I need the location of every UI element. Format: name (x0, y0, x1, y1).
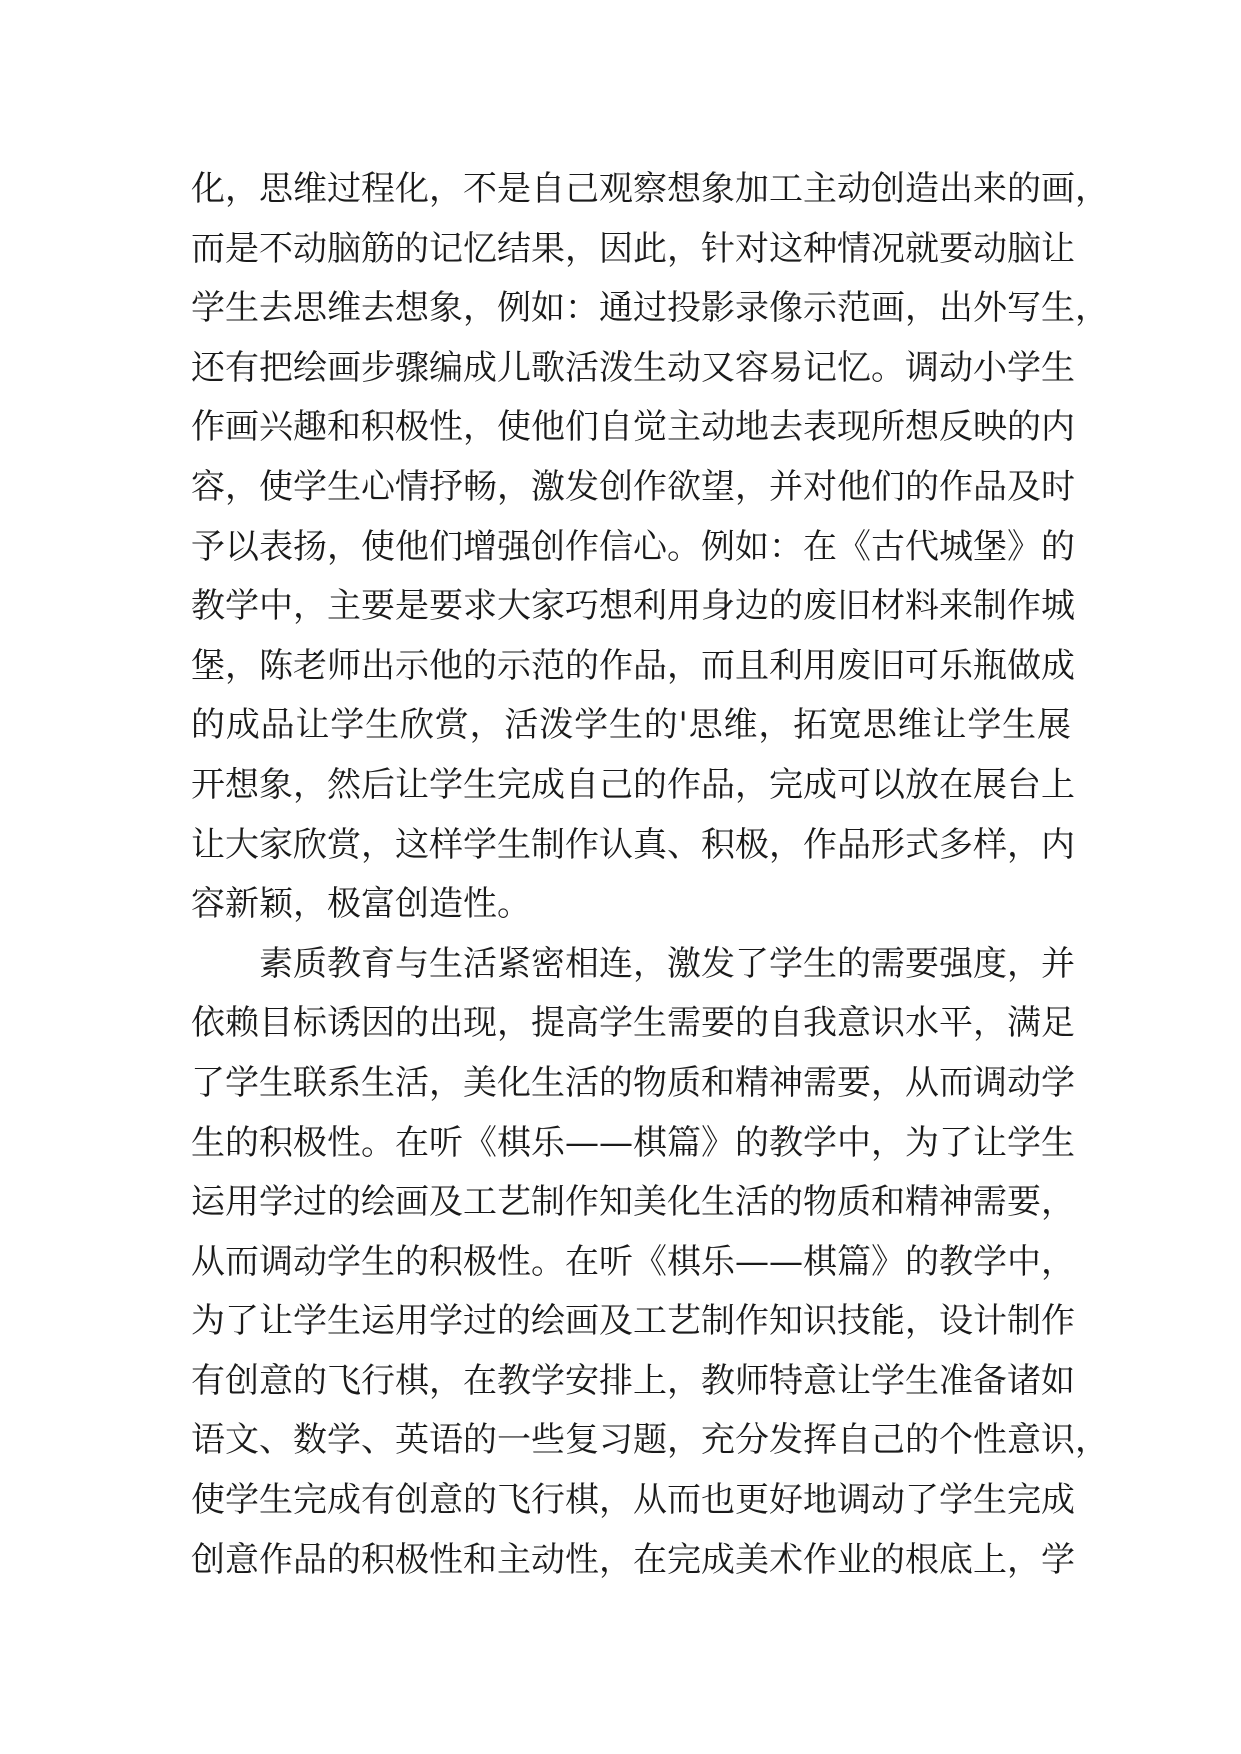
paragraph-start-line: 素质教育与生活紧密相连，激发了学生的需要强度，并 (259, 943, 1075, 984)
text-line: 堡，陈老师出示他的示范的作品，而且利用废旧可乐瓶做成 (191, 645, 1075, 686)
text-line: 从而调动学生的积极性。在听《棋乐——棋篇》的教学中， (191, 1241, 1075, 1282)
text-line: 教学中，主要是要求大家巧想利用身边的废旧材料来制作城 (191, 586, 1075, 627)
body-text (191, 160, 1109, 1590)
text-line: 学生去思维去想象，例如：通过投影录像示范画，出外写生， (191, 288, 1109, 329)
text-line: 作画兴趣和积极性，使他们自觉主动地去表现所想反映的内 (191, 407, 1075, 448)
text-line: 开想象，然后让学生完成自己的作品，完成可以放在展台上 (191, 764, 1075, 805)
text-line: 还有把绘画步骤编成儿歌活泼生动又容易记忆。调动小学生 (191, 347, 1075, 388)
text-line: 容，使学生心情抒畅，激发创作欲望，并对他们的作品及时 (191, 466, 1075, 507)
text-line: 让大家欣赏，这样学生制作认真、积极，作品形式多样，内 (191, 824, 1075, 865)
text-line: 运用学过的绘画及工艺制作知美化生活的物质和精神需要， (191, 1182, 1075, 1223)
text-line: 生的积极性。在听《棋乐——棋篇》的教学中，为了让学生 (191, 1122, 1075, 1163)
text-line: 的成品让学生欣赏，活泼学生的'思维，拓宽思维让学生展 (191, 705, 1071, 746)
text-line: 而是不动脑筋的记忆结果，因此，针对这种情况就要动脑让 (191, 228, 1075, 269)
text-line: 使学生完成有创意的飞行棋，从而也更好地调动了学生完成 (191, 1480, 1075, 1521)
text-line: 依赖目标诱因的出现，提高学生需要的自我意识水平，满足 (191, 1003, 1075, 1044)
text-line: 创意作品的积极性和主动性，在完成美术作业的根底上，学 (191, 1539, 1075, 1580)
text-line: 予以表扬，使他们增强创作信心。例如：在《古代城堡》的 (191, 526, 1075, 567)
text-line: 语文、数学、英语的一些复习题，充分发挥自己的个性意识， (191, 1420, 1109, 1461)
paragraph-end-line: 容新颖，极富创造性。 (191, 884, 531, 925)
text-line: 化，思维过程化，不是自己观察想象加工主动创造出来的画， (191, 169, 1109, 209)
text-line: 为了让学生运用学过的绘画及工艺制作知识技能，设计制作 (191, 1301, 1075, 1342)
text-line: 了学生联系生活，美化生活的物质和精神需要，从而调动学 (191, 1062, 1075, 1103)
text-line: 有创意的飞行棋，在教学安排上，教师特意让学生准备诸如 (191, 1360, 1075, 1401)
